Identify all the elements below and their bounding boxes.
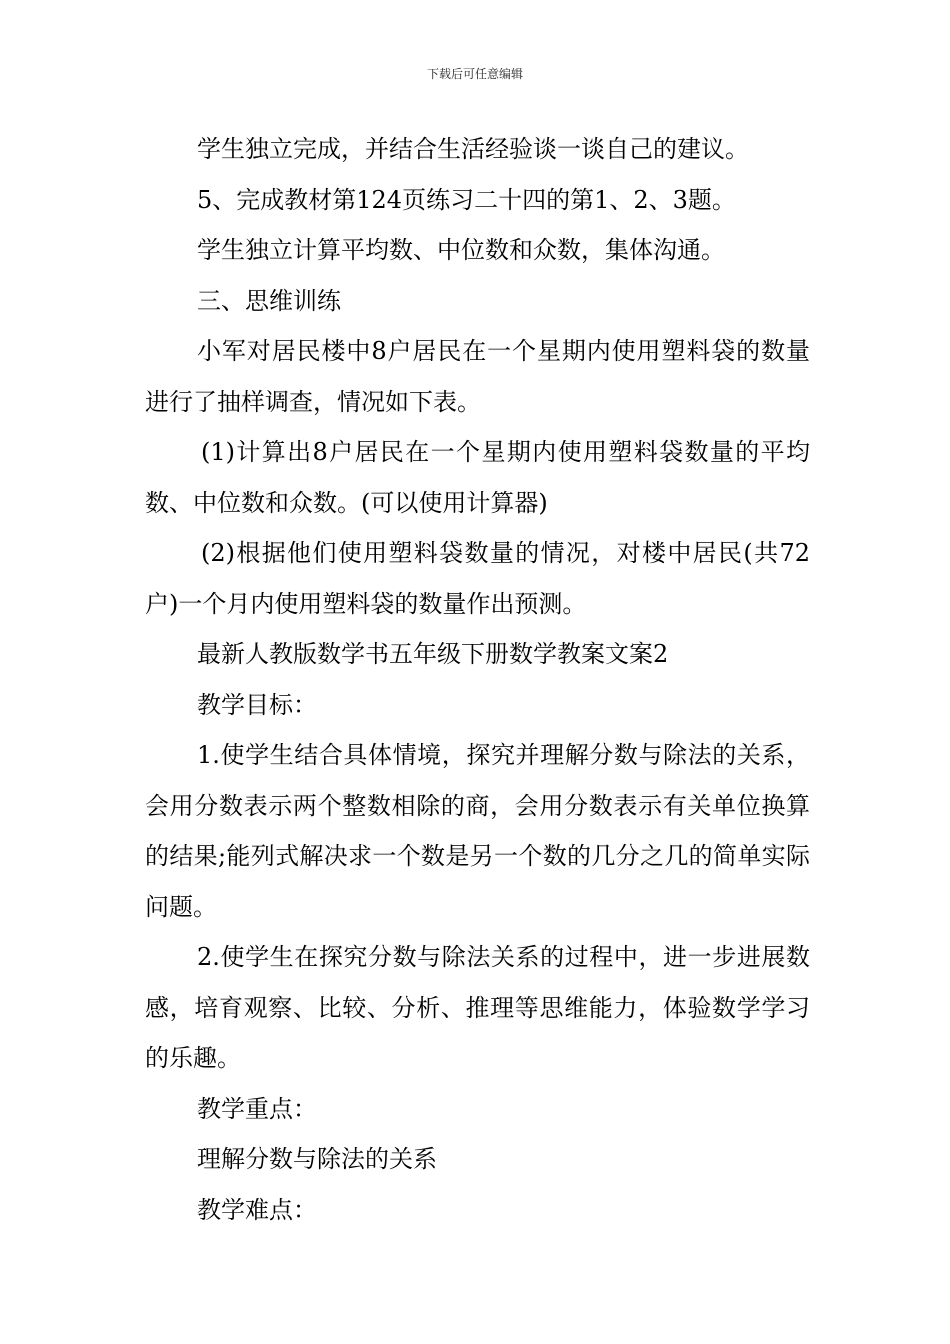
paragraph-calculate-averages: 学生独立计算平均数、中位数和众数，集体沟通。 [197,236,725,264]
heading-teaching-difficulty: 教学难点： [197,1195,317,1224]
paragraph-teaching-focus: 理解分数与除法的关系 [197,1145,437,1173]
lesson-plan-title: 最新人教版数学书五年级下册数学教案文案2 [197,640,669,668]
paragraph-objective-2: 2.使学生在探究分数与除法关系的过程中，进一步进展数感，培育观察、比较、分析、推理等思维能力，体验数学学习的乐趣。 [145,943,810,1072]
section-heading-thinking-training: 三、思维训练 [197,286,341,315]
page-header: 下载后可任意编辑 [426,67,523,81]
heading-teaching-objectives: 教学目标： [197,690,317,719]
document-body [145,124,810,1235]
paragraph-survey-description: 小军对居民楼中8户居民在一个星期内使用塑料袋的数量进行了抽样调查，情况如下表。 [145,337,810,416]
paragraph-textbook-exercise: 5、完成教材第124页练习二十四的第1、2、3题。 [197,185,736,214]
paragraph-student-suggestion: 学生独立完成，并结合生活经验谈一谈自己的建议。 [197,135,749,163]
paragraph-objective-1: 1.使学生结合具体情境，探究并理解分数与除法的关系，会用分数表示两个整数相除的商，会用分数表示有关单位换算的结果;能列式解决求一个数是另一个数的几分之几的简单实际问题。 [145,741,810,921]
heading-teaching-focus: 教学重点： [197,1094,317,1123]
paragraph-question-1: (1)计算出8户居民在一个星期内使用塑料袋数量的平均数、中位数和众数。(可以使用计算器) [145,438,810,517]
paragraph-question-2: (2)根据他们使用塑料袋数量的情况，对楼中居民(共72户)一个月内使用塑料袋的数量作出预测。 [145,539,810,618]
